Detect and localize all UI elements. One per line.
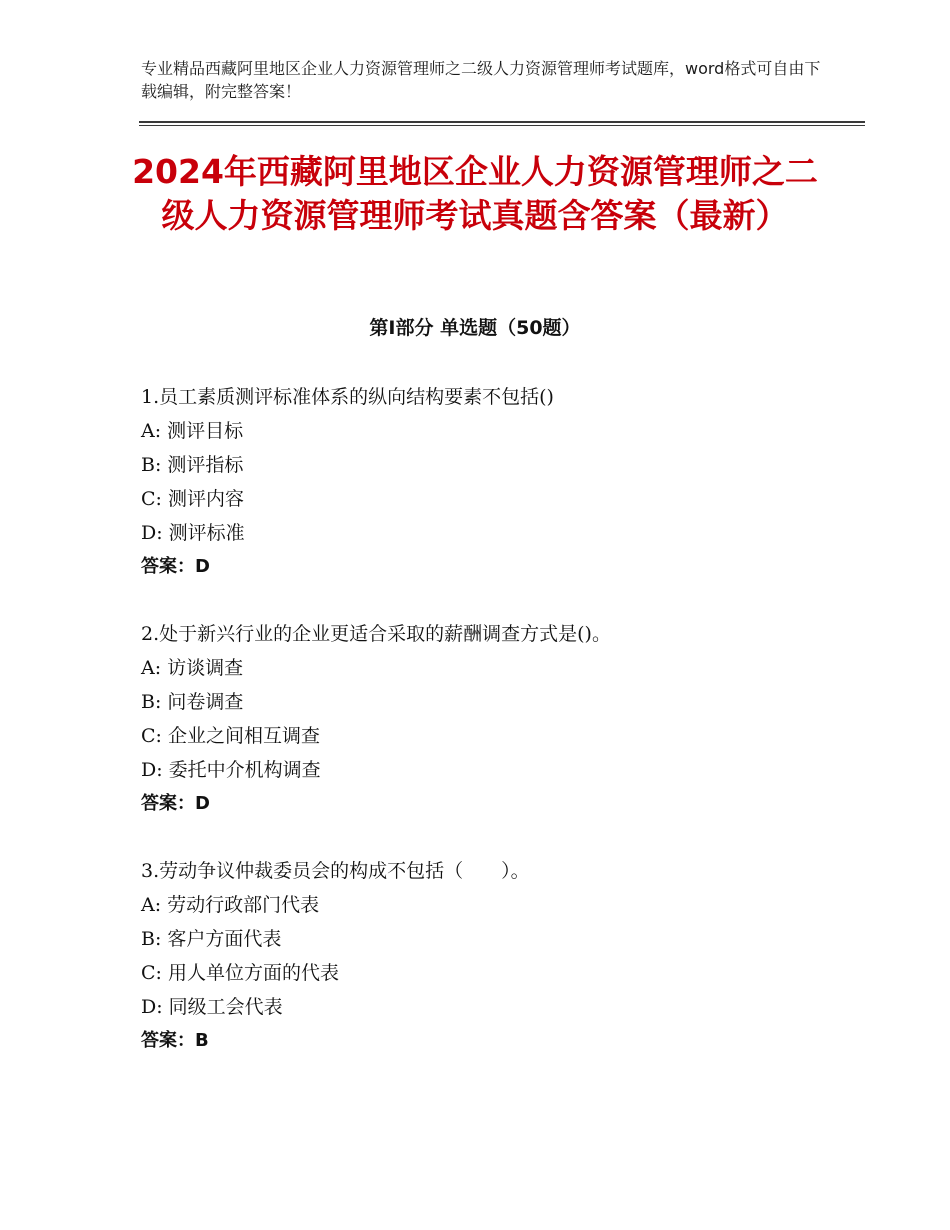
option-c: C: 企业之间相互调查 [141, 725, 320, 747]
option-c: C: 用人单位方面的代表 [141, 962, 339, 984]
option-c: C: 测评内容 [141, 488, 244, 510]
header-divider [139, 121, 865, 123]
header-divider-thin [139, 125, 865, 126]
option-a: A: 劳动行政部门代表 [141, 894, 320, 916]
option-d: D: 测评标准 [141, 522, 245, 544]
option-b: B: 问卷调查 [141, 691, 244, 713]
option-d: D: 同级工会代表 [141, 996, 283, 1018]
question-stem: 1.员工素质测评标准体系的纵向结构要素不包括() [141, 386, 554, 408]
question-2 [141, 617, 861, 821]
section-title: 第Ⅰ部分 单选题（50题） [369, 317, 581, 339]
option-a: A: 访谈调查 [141, 657, 244, 679]
option-a: A: 测评目标 [141, 420, 244, 442]
header-note: 专业精品西藏阿里地区企业人力资源管理师之二级人力资源管理师考试题库，word格式可自由下载编辑，附完整答案！ [141, 59, 821, 101]
document-title: 2024年西藏阿里地区企业人力资源管理师之二级人力资源管理师考试真题含答案（最新） [132, 152, 818, 235]
question-stem: 3.劳动争议仲裁委员会的构成不包括（ ）。 [141, 860, 530, 882]
question-list [141, 380, 861, 1091]
answer-label: 答案：B [141, 1030, 209, 1051]
answer-label: 答案：D [141, 556, 210, 577]
option-b: B: 测评指标 [141, 454, 244, 476]
question-stem: 2.处于新兴行业的企业更适合采取的薪酬调查方式是()。 [141, 623, 611, 645]
question-1 [141, 380, 861, 584]
option-b: B: 客户方面代表 [141, 928, 282, 950]
question-3 [141, 854, 861, 1058]
answer-label: 答案：D [141, 793, 210, 814]
option-d: D: 委托中介机构调查 [141, 759, 321, 781]
